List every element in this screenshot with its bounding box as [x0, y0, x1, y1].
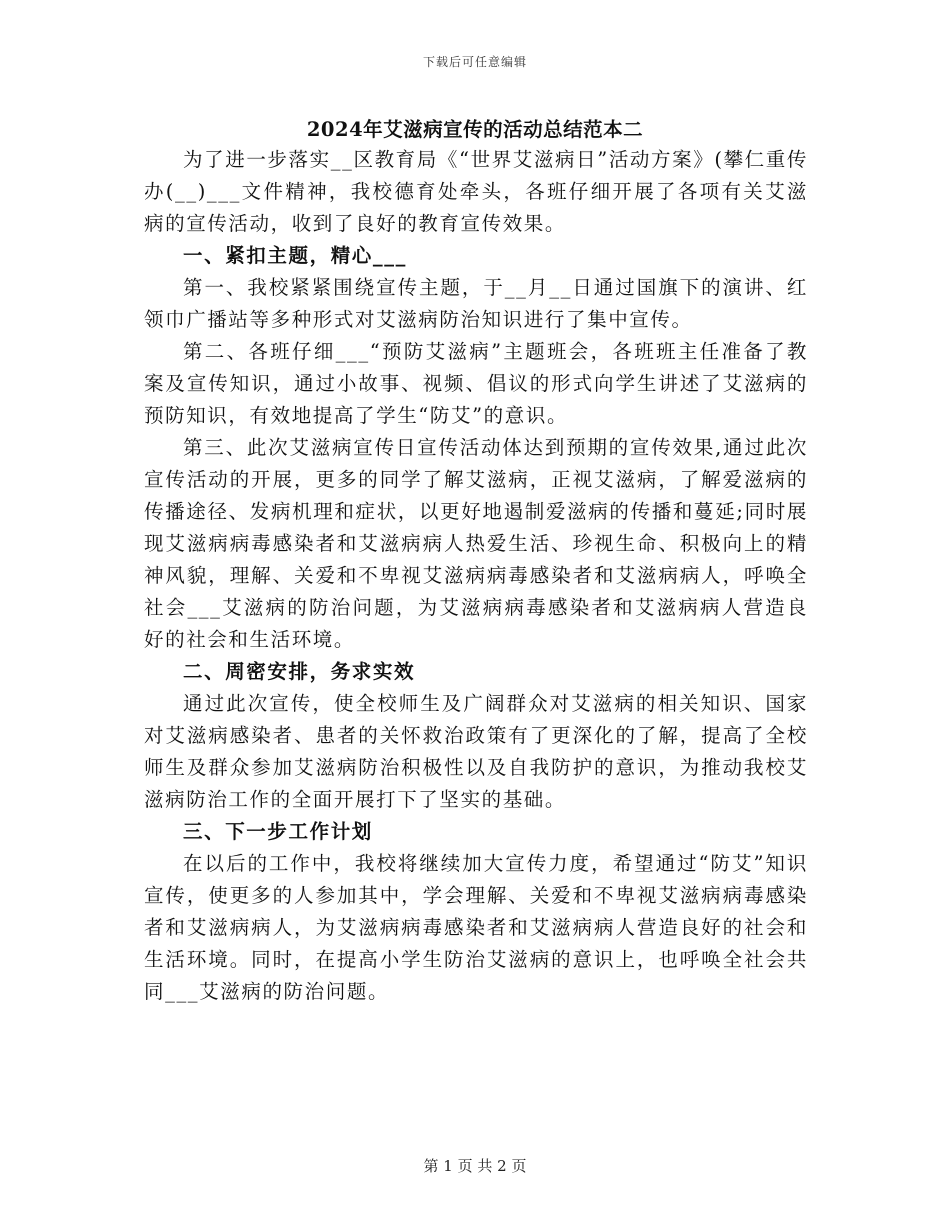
document-title: 2024年艾滋病宣传的活动总结范本二 — [306, 118, 644, 141]
section-1-paragraph-2: 第二、各班仔细___“预防艾滋病”主题班会，各班班主任准备了教案及宣传知识，通过小故事、视频、倡议的形式向学生讲述了艾滋病的预防知识，有效地提高了学生“防艾”的意识。 — [144, 340, 808, 427]
page-header-note: 下载后可任意编辑 — [422, 55, 527, 69]
section-2-paragraph-1: 通过此次宣传，使全校师生及广阔群众对艾滋病的相关知识、国家对艾滋病感染者、患者的关怀救治政策有了更深化的了解，提高了全校师生及群众参加艾滋病防治积极性以及自我防护的意识，为推动我校艾滋病防治工作的全面开展打下了坚实的基础。 — [144, 692, 808, 811]
section-1-paragraph-3: 第三、此次艾滋病宣传日宣传活动体达到预期的宣传效果,通过此次宣传活动的开展，更多的同学了解艾滋病，正视艾滋病，了解爱滋病的传播途径、发病机理和症状，以更好地遏制爱滋病的传播和蔓延;同时展现艾滋病病毒感染者和艾滋病病人热爱生活、珍视生命、积极向上的精神风貌，理解、关爱和不卑视艾滋病病毒感染者和艾滋病病人，呼唤全社会___艾滋病的防治问题，为艾滋病病毒感染者和艾滋病病人营造良好的社会和生活环境。 — [144, 436, 808, 651]
section-1-heading: 一、紧扣主题，精心___ — [183, 244, 407, 267]
document-body — [144, 144, 808, 1008]
section-1-paragraph-1: 第一、我校紧紧围绕宣传主题，于__月__日通过国旗下的演讲、红领巾广播站等多种形式对艾滋病防治知识进行了集中宣传。 — [144, 276, 808, 331]
section-3-paragraph-1: 在以后的工作中，我校将继续加大宣传力度，希望通过“防艾”知识宣传，使更多的人参加其中，学会理解、关爱和不卑视艾滋病病毒感染者和艾滋病病人，为艾滋病病毒感染者和艾滋病病人营造良好的社会和生活环境。同时，在提高小学生防治艾滋病的意识上，也呼唤全社会共同___艾滋病的防治问题。 — [144, 852, 808, 1003]
section-3-heading: 三、下一步工作计划 — [183, 820, 373, 843]
page-footer-page-number: 第 1 页 共 2 页 — [423, 1157, 527, 1175]
section-2-heading: 二、周密安排，务求实效 — [183, 660, 416, 683]
intro-paragraph: 为了进一步落实__区教育局《“世界艾滋病日”活动方案》(攀仁重传办(__)___文件精神，我校德育处牵头，各班仔细开展了各项有关艾滋病的宣传活动，收到了良好的教育宣传效果。 — [144, 148, 808, 235]
